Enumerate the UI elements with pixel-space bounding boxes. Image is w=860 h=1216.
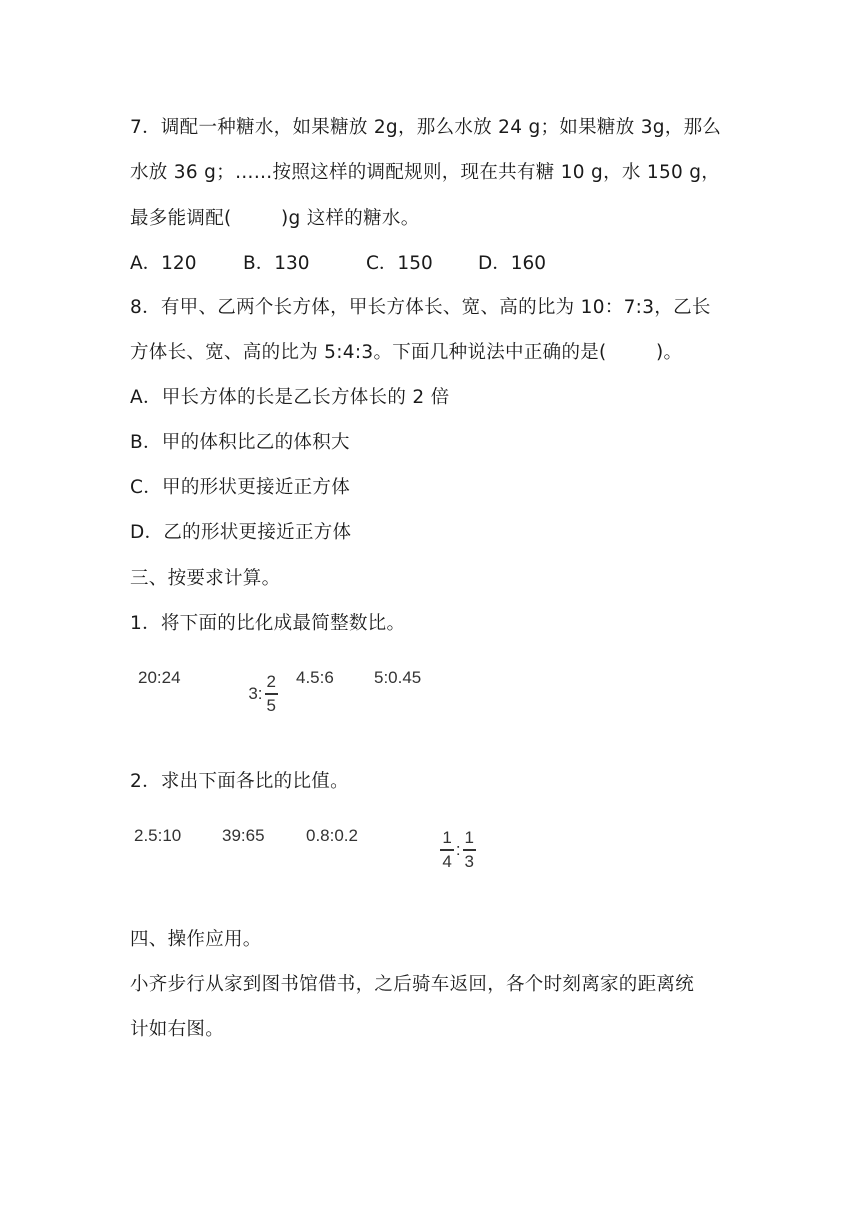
fraction-bar bbox=[440, 849, 453, 851]
section-4-title: 四、操作应用。 bbox=[130, 929, 262, 950]
q8-option-d: D．乙的形状更接近正方体 bbox=[130, 522, 352, 543]
q7-line-1: 7．调配一种糖水，如果糖放 2g，那么水放 24 g；如果糖放 3g，那么 bbox=[130, 117, 722, 138]
q7-line-2: 水放 36 g；……按照这样的调配规则，现在共有糖 10 g，水 150 g， bbox=[130, 162, 721, 183]
fraction-numerator: 1 bbox=[442, 828, 452, 847]
fraction bbox=[463, 828, 476, 872]
section-4-line-2: 计如右图。 bbox=[130, 1019, 225, 1040]
ratio-expression: 2.5:10 bbox=[134, 826, 182, 845]
fraction-denominator: 5 bbox=[266, 695, 276, 715]
q8-option-c: C．甲的形状更接近正方体 bbox=[130, 477, 351, 498]
section-4-line-1: 小齐步行从家到图书馆借书，之后骑车返回，各个时刻离家的距离统 bbox=[130, 974, 695, 995]
fraction-numerator: 1 bbox=[464, 828, 475, 847]
fraction-denominator: 3 bbox=[464, 851, 475, 871]
ratio-expression: 39:65 bbox=[222, 826, 265, 845]
q8-line-2: 方体长、宽、高的比为 5:4:3。下面几种说法中正确的是( )。 bbox=[130, 342, 683, 363]
q7-line-3: 最多能调配( )g 这样的糖水。 bbox=[130, 208, 420, 229]
ratio-whole-part: 3: bbox=[248, 683, 263, 703]
q8-option-b: B．甲的体积比乙的体积大 bbox=[130, 432, 350, 453]
ratio-fraction-expression bbox=[220, 652, 278, 736]
fraction-ratio-expression bbox=[412, 808, 476, 892]
q7-option-b: B．130 bbox=[243, 253, 310, 274]
q7-option-d: D．160 bbox=[478, 253, 547, 274]
fraction-denominator: 4 bbox=[442, 851, 452, 871]
fraction-numerator: 2 bbox=[266, 672, 276, 691]
q8-option-a: A．甲长方体的长是乙长方体长的 2 倍 bbox=[130, 387, 450, 408]
ratio-colon: : bbox=[455, 839, 461, 859]
ratio-expression: 20:24 bbox=[138, 668, 181, 687]
q8-line-1: 8．有甲、乙两个长方体，甲长方体长、宽、高的比为 10：7:3，乙长 bbox=[130, 297, 711, 318]
ratio-expression: 5:0.45 bbox=[374, 668, 422, 687]
section-3-q1-prompt: 1．将下面的比化成最简整数比。 bbox=[130, 613, 406, 634]
fraction bbox=[440, 828, 453, 872]
section-3-title: 三、按要求计算。 bbox=[130, 568, 281, 589]
ratio-expression: 0.8:0.2 bbox=[306, 826, 358, 845]
fraction-bar bbox=[265, 693, 278, 695]
q7-option-c: C．150 bbox=[366, 253, 433, 274]
q7-option-a: A．120 bbox=[130, 253, 197, 274]
fraction bbox=[265, 672, 278, 716]
fraction-bar bbox=[463, 849, 476, 851]
section-3-q2-prompt: 2．求出下面各比的比值。 bbox=[130, 771, 349, 792]
ratio-expression: 4.5:6 bbox=[296, 668, 334, 687]
